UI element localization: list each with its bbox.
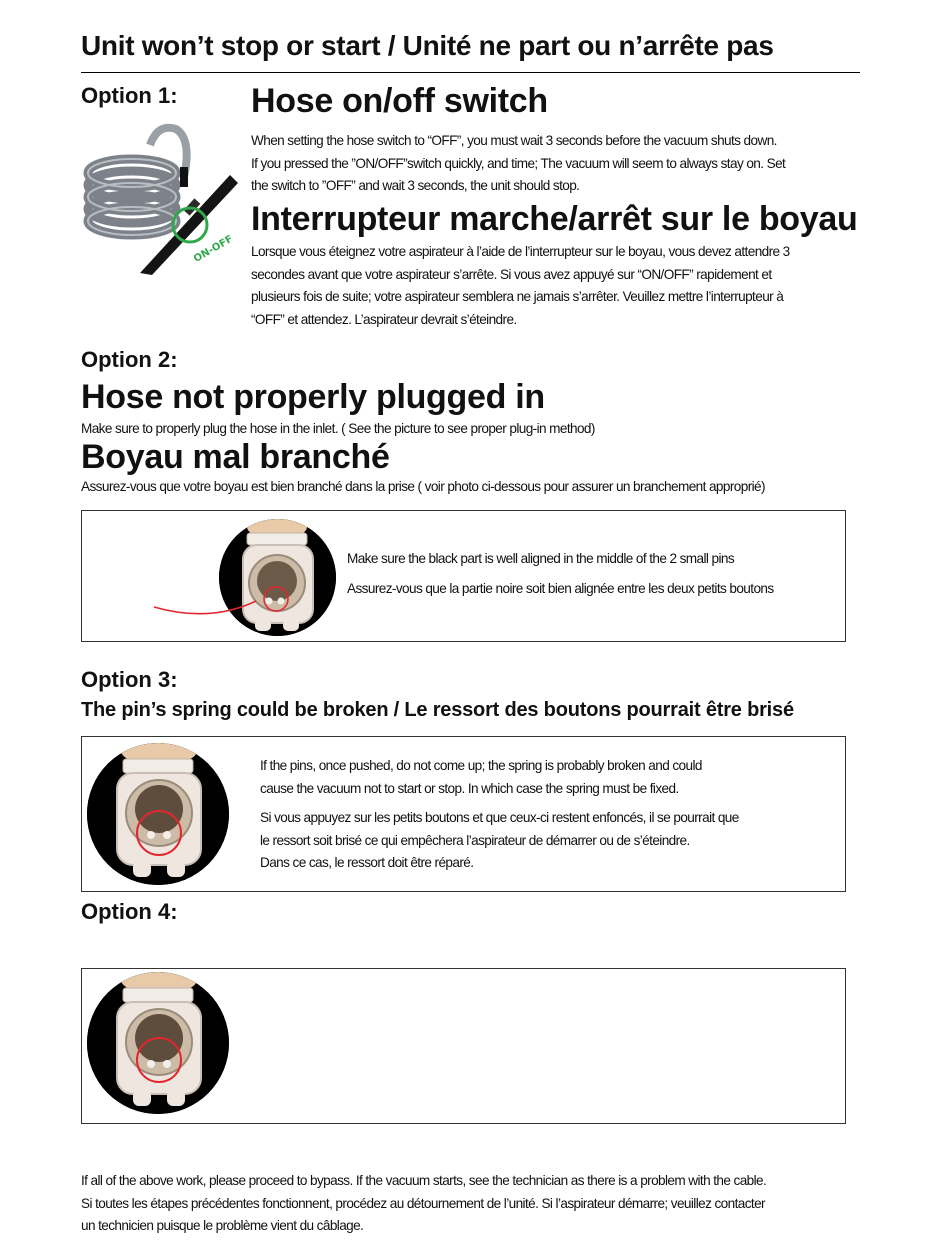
option-2-text-en: Make sure to properly plug the hose in the inlet. ( See the picture to see proper plug-in method) (81, 421, 595, 436)
footer-line-fr-2: un technicien puisque le problème vient du câblage. (81, 1218, 364, 1233)
option-1-heading-fr: Interrupteur marche/arrêt sur le boyau (251, 200, 858, 238)
option-2-label: Option 2: (81, 347, 178, 372)
option-2-heading-fr: Boyau mal branché (81, 438, 390, 476)
option-3-label: Option 3: (81, 667, 178, 692)
option-1-text-fr-line: plusieurs fois de suite; votre aspirateur semblera ne jamais s’arrêter. Veuillez mettre l’interrupteur à (251, 289, 784, 304)
option-3-text-en-line: If the pins, once pushed, do not come up; the spring is probably broken and could (260, 758, 702, 773)
option-1-text-fr (251, 241, 790, 331)
option-4-label: Option 4: (81, 899, 178, 924)
option-1-text-en-line: the switch to ”OFF” and wait 3 seconds, the unit should stop. (251, 178, 580, 193)
option-3-text-fr-line: Dans ce cas, le ressort doit être réparé. (260, 855, 474, 870)
hose-switch-photo (80, 115, 240, 275)
option-3-text-fr-line: Si vous appuyez sur les petits boutons et que ceux-ci restent enfoncés, il se pourrait que (260, 810, 739, 825)
pointer-arrow (150, 585, 260, 625)
option-3-text-fr (260, 807, 739, 875)
option-1-text-en-line: If you pressed the ”ON/OFF”switch quickly, and time; The vacuum will seem to always stay on. Set (251, 155, 786, 171)
option-2-box-text-en: Make sure the black part is well aligned in the middle of the 2 small pins (347, 551, 735, 566)
option-1-text-fr-line: secondes avant que votre aspirateur s’arrête. Si vous avez appuyé sur “ON/OFF” rapidement et (251, 266, 772, 282)
inlet-photo-pins (87, 972, 229, 1114)
option-1-text-fr-line: Lorsque vous éteignez votre aspirateur à l’aide de l’interrupteur sur le boyau, vous devez attendre 3 (251, 244, 790, 259)
option-3-text-en (260, 755, 702, 800)
footer-line-fr-1: Si toutes les étapes précédentes fonctionnent, procédez au détournement de l’unité. Si l’aspirateur démarre; veuillez contacter (81, 1195, 765, 1211)
on-off-label: ON-OFF (192, 233, 235, 265)
option-1-label: Option 1: (81, 83, 178, 108)
option-3-subheading: The pin’s spring could be broken / Le ressort des boutons pourrait être brisé (81, 699, 794, 721)
title-divider (81, 72, 860, 73)
option-2-box-text-fr: Assurez-vous que la partie noire soit bien alignée entre les deux petits boutons (347, 581, 774, 596)
page-title: Unit won’t stop or start / Unité ne part ou n’arrête pas (81, 30, 774, 61)
option-1-text-en (251, 130, 785, 198)
option-2-text-fr: Assurez-vous que votre boyau est bien branché dans la prise ( voir photo ci-dessous pour assurer un branchement approprié) (81, 479, 765, 494)
option-1-heading-en: Hose on/off switch (251, 82, 548, 120)
option-1-text-en-line: When setting the hose switch to “OFF”, you must wait 3 seconds before the vacuum shuts down. (251, 133, 777, 148)
option-3-text-fr-line: le ressort soit brisé ce qui empêchera l’aspirateur de démarrer ou de s’éteindre. (260, 832, 690, 848)
option-1-text-fr-line: “OFF” et attendez. L’aspirateur devrait s’éteindre. (251, 311, 517, 327)
footer-text (81, 1170, 766, 1238)
footer-line-en: If all of the above work, please proceed to bypass. If the vacuum starts, see the technician as there is a problem with the cable. (81, 1173, 767, 1188)
option-2-heading-en: Hose not properly plugged in (81, 378, 545, 416)
option-3-text-en-line: cause the vacuum not to start or stop. In which case the spring must be fixed. (260, 780, 679, 796)
inlet-photo-spring (87, 743, 229, 885)
